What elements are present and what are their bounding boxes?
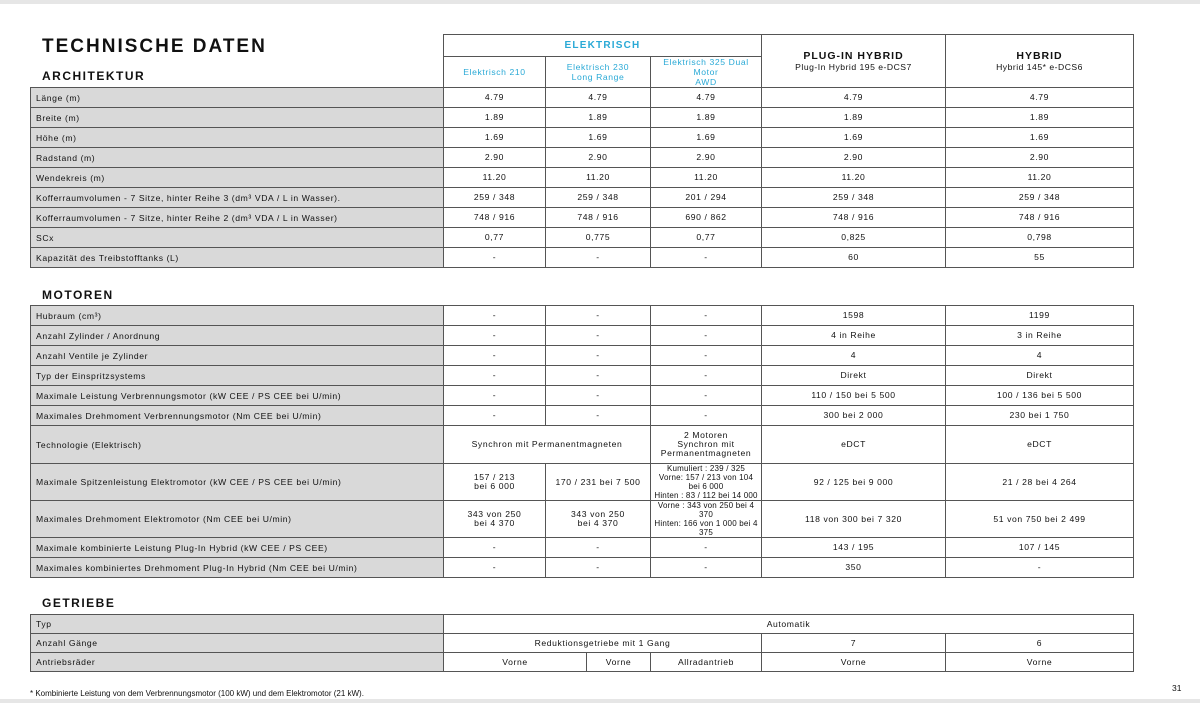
cell-value: 1598 <box>762 306 946 326</box>
header-plugin-hybrid <box>762 35 946 88</box>
cell-value: eDCT <box>946 426 1134 464</box>
cell-value: - <box>546 346 651 366</box>
cell-value: 1.69 <box>946 128 1134 148</box>
cell-value: - <box>651 326 762 346</box>
cell-value: 4.79 <box>651 88 762 108</box>
cell-value: 11.20 <box>546 168 651 188</box>
cell-value: 11.20 <box>651 168 762 188</box>
row-label: Technologie (Elektrisch) <box>31 426 444 464</box>
row-label: Antriebsräder <box>31 653 444 672</box>
row-label: SCx <box>31 228 444 248</box>
cell-value: 259 / 348 <box>946 188 1134 208</box>
row-label: Maximales Drehmoment Elektromotor (Nm CEE bei U/min) <box>31 501 444 538</box>
cell-line: bei 6 000 <box>474 481 515 491</box>
table-row <box>31 208 1134 228</box>
cell-value: - <box>651 406 762 426</box>
row-label: Maximales Drehmoment Verbrennungsmotor (Nm CEE bei U/min) <box>31 406 444 426</box>
row-label: Maximale Leistung Verbrennungsmotor (kW CEE / PS CEE bei U/min) <box>31 386 444 406</box>
cell-value: 748 / 916 <box>946 208 1134 228</box>
cell-value: 748 / 916 <box>762 208 946 228</box>
cell-value <box>651 426 762 464</box>
table-row <box>31 108 1134 128</box>
cell-value: 1.89 <box>546 108 651 128</box>
cell-value: 4.79 <box>762 88 946 108</box>
cell-value: 51 von 750 bei 2 499 <box>946 501 1134 538</box>
row-label: Typ der Einspritzsystems <box>31 366 444 386</box>
cell-value: 0,825 <box>762 228 946 248</box>
architektur-table <box>30 87 1134 268</box>
page-title: TECHNISCHE DATEN <box>42 36 267 57</box>
row-label: Maximale Spitzenleistung Elektromotor (kW CEE / PS CEE bei U/min) <box>31 464 444 501</box>
table-row <box>31 148 1134 168</box>
header-elektrisch-230-line2: Long Range <box>571 72 625 82</box>
row-label: Länge (m) <box>31 88 444 108</box>
header-hybrid <box>946 35 1134 88</box>
cell-line: 343 von 250 <box>467 509 522 519</box>
cell-value: 1.69 <box>444 128 546 148</box>
cell-value: 21 / 28 bei 4 264 <box>946 464 1134 501</box>
row-label: Radstand (m) <box>31 148 444 168</box>
cell-value: Automatik <box>444 615 1134 634</box>
header-elektrisch-325 <box>651 57 762 88</box>
cell-value: - <box>546 248 651 268</box>
cell-value: - <box>444 538 546 558</box>
cell-value: 1.69 <box>762 128 946 148</box>
cell-value: 0,77 <box>651 228 762 248</box>
cell-line: Synchron mit <box>677 439 735 449</box>
cell-value: - <box>444 366 546 386</box>
cell-value: 107 / 145 <box>946 538 1134 558</box>
table-row <box>31 306 1134 326</box>
cell-value: - <box>546 406 651 426</box>
section-title-getriebe: GETRIEBE <box>42 596 116 610</box>
table-row <box>31 386 1134 406</box>
cell-value: Vorne <box>587 653 651 672</box>
cell-line: bei 4 370 <box>474 518 515 528</box>
row-label: Typ <box>31 615 444 634</box>
cell-value: 4.79 <box>444 88 546 108</box>
cell-value: 11.20 <box>444 168 546 188</box>
cell-value: Reduktionsgetriebe mit 1 Gang <box>444 634 762 653</box>
motoren-table <box>30 305 1134 578</box>
cell-value: - <box>651 558 762 578</box>
cell-value: 4.79 <box>546 88 651 108</box>
table-row <box>31 464 1134 501</box>
cell-value: - <box>546 326 651 346</box>
table-row <box>31 426 1134 464</box>
table-row <box>31 634 1134 653</box>
cell-line: Vorne: 157 / 213 von 104 bei 6 000 <box>658 473 754 491</box>
cell-value <box>651 501 762 538</box>
cell-value: Direkt <box>762 366 946 386</box>
cell-value: - <box>444 326 546 346</box>
cell-value: 1199 <box>946 306 1134 326</box>
row-label: Hubraum (cm³) <box>31 306 444 326</box>
cell-line: bei 4 370 <box>577 518 619 528</box>
cell-value: 143 / 195 <box>762 538 946 558</box>
cell-value: 0,77 <box>444 228 546 248</box>
cell-value: 1.89 <box>444 108 546 128</box>
cell-value: - <box>444 346 546 366</box>
row-label: Breite (m) <box>31 108 444 128</box>
cell-value: Allradantrieb <box>651 653 762 672</box>
cell-value: Vorne <box>946 653 1134 672</box>
cell-value: Vorne <box>444 653 587 672</box>
cell-line: Kumuliert : 239 / 325 <box>666 464 746 473</box>
table-row <box>31 653 1134 672</box>
cell-value: - <box>651 346 762 366</box>
table-row <box>31 228 1134 248</box>
cell-value: 4 <box>762 346 946 366</box>
cell-value: 170 / 231 bei 7 500 <box>546 464 651 501</box>
cell-line: Hinten: 166 von 1 000 bei 4 375 <box>654 519 758 537</box>
cell-value: 1.89 <box>762 108 946 128</box>
cell-value: 201 / 294 <box>651 188 762 208</box>
row-label: Anzahl Gänge <box>31 634 444 653</box>
cell-value <box>651 464 762 501</box>
cell-value: 0,775 <box>546 228 651 248</box>
row-label: Anzahl Zylinder / Anordnung <box>31 326 444 346</box>
row-label: Kofferraumvolumen - 7 Sitze, hinter Reihe 3 (dm³ VDA / L in Wasser). <box>31 188 444 208</box>
table-row <box>31 366 1134 386</box>
cell-value: - <box>651 538 762 558</box>
cell-value: - <box>546 386 651 406</box>
header-hybrid-title: HYBRID <box>1016 50 1063 62</box>
row-label: Maximales kombiniertes Drehmoment Plug-In Hybrid (Nm CEE bei U/min) <box>31 558 444 578</box>
cell-value: 4 <box>946 346 1134 366</box>
cell-value: 4.79 <box>946 88 1134 108</box>
cell-value: - <box>444 406 546 426</box>
cell-value: Direkt <box>946 366 1134 386</box>
row-label: Höhe (m) <box>31 128 444 148</box>
cell-value: - <box>546 306 651 326</box>
cell-value: - <box>651 386 762 406</box>
section-title-motoren: MOTOREN <box>42 288 114 302</box>
cell-value: - <box>546 538 651 558</box>
cell-value: 60 <box>762 248 946 268</box>
cell-value: 350 <box>762 558 946 578</box>
table-row <box>31 326 1134 346</box>
cell-value: 1.69 <box>651 128 762 148</box>
header-elektrisch-210: Elektrisch 210 <box>444 57 546 88</box>
cell-line: 343 von 250 <box>571 509 625 519</box>
cell-value: 11.20 <box>946 168 1134 188</box>
cell-value: 230 bei 1 750 <box>946 406 1134 426</box>
row-label: Anzahl Ventile je Zylinder <box>31 346 444 366</box>
cell-value: 259 / 348 <box>762 188 946 208</box>
cell-value <box>444 464 546 501</box>
cell-value: Vorne <box>762 653 946 672</box>
table-row <box>31 188 1134 208</box>
cell-value: 2.90 <box>946 148 1134 168</box>
cell-value: - <box>651 248 762 268</box>
cell-value: 2.90 <box>762 148 946 168</box>
header-elektrisch-230 <box>546 57 651 88</box>
table-row <box>31 538 1134 558</box>
cell-value: 1.89 <box>946 108 1134 128</box>
cell-value: 3 in Reihe <box>946 326 1134 346</box>
cell-value: - <box>444 558 546 578</box>
cell-value: 4 in Reihe <box>762 326 946 346</box>
header-elektrisch-325-line2: AWD <box>695 77 717 87</box>
cell-value: - <box>444 248 546 268</box>
cell-value: 259 / 348 <box>546 188 651 208</box>
cell-value: 748 / 916 <box>444 208 546 228</box>
cell-value: 2.90 <box>651 148 762 168</box>
cell-line: Hinten : 83 / 112 bei 14 000 <box>654 491 758 500</box>
header-elektrisch: ELEKTRISCH <box>444 35 762 57</box>
table-row <box>31 558 1134 578</box>
table-row <box>31 346 1134 366</box>
getriebe-table <box>30 614 1134 672</box>
cell-value: - <box>546 558 651 578</box>
row-label: Wendekreis (m) <box>31 168 444 188</box>
cell-value: 100 / 136 bei 5 500 <box>946 386 1134 406</box>
cell-value: 92 / 125 bei 9 000 <box>762 464 946 501</box>
bottom-border <box>0 699 1200 703</box>
header-elektrisch-230-line1: Elektrisch 230 <box>566 62 630 72</box>
table-row <box>31 88 1134 108</box>
footnote: * Kombinierte Leistung von dem Verbrennungsmotor (100 kW) und dem Elektromotor (21 kW). <box>30 689 364 698</box>
cell-value: 110 / 150 bei 5 500 <box>762 386 946 406</box>
header-elektrisch-325-line1: Elektrisch 325 Dual Motor <box>663 57 749 77</box>
cell-line: 2 Motoren <box>683 430 729 440</box>
table-row <box>31 128 1134 148</box>
cell-value: 259 / 348 <box>444 188 546 208</box>
page-number: 31 <box>1172 683 1182 693</box>
cell-value: Synchron mit Permanentmagneten <box>444 426 651 464</box>
cell-value <box>546 501 651 538</box>
row-label: Maximale kombinierte Leistung Plug-In Hybrid (kW CEE / PS CEE) <box>31 538 444 558</box>
cell-value: eDCT <box>762 426 946 464</box>
cell-value: - <box>946 558 1134 578</box>
cell-line: Vorne : 343 von 250 bei 4 370 <box>657 501 755 519</box>
cell-value: 690 / 862 <box>651 208 762 228</box>
table-row <box>31 168 1134 188</box>
cell-value: - <box>444 386 546 406</box>
cell-value: 118 von 300 bei 7 320 <box>762 501 946 538</box>
cell-value: - <box>546 366 651 386</box>
cell-value: - <box>651 366 762 386</box>
table-row <box>31 406 1134 426</box>
column-header <box>443 34 1134 88</box>
table-row <box>31 615 1134 634</box>
cell-value: 55 <box>946 248 1134 268</box>
cell-value: 7 <box>762 634 946 653</box>
cell-value: - <box>651 306 762 326</box>
row-label: Kapazität des Treibstofftanks (L) <box>31 248 444 268</box>
header-plugin-sub: Plug-In Hybrid 195 e-DCS7 <box>795 62 912 72</box>
cell-value: 2.90 <box>444 148 546 168</box>
cell-value: 0,798 <box>946 228 1134 248</box>
header-plugin-title: PLUG-IN HYBRID <box>803 50 904 62</box>
cell-value: 1.69 <box>546 128 651 148</box>
cell-value: 300 bei 2 000 <box>762 406 946 426</box>
header-hybrid-sub: Hybrid 145* e-DCS6 <box>996 62 1083 72</box>
cell-line: 157 / 213 <box>473 472 516 482</box>
cell-value: 6 <box>946 634 1134 653</box>
table-row <box>31 501 1134 538</box>
cell-value: 11.20 <box>762 168 946 188</box>
cell-value: 2.90 <box>546 148 651 168</box>
cell-value: 1.89 <box>651 108 762 128</box>
section-title-architektur: ARCHITEKTUR <box>42 69 146 83</box>
table-row <box>31 248 1134 268</box>
cell-value: 748 / 916 <box>546 208 651 228</box>
row-label: Kofferraumvolumen - 7 Sitze, hinter Reihe 2 (dm³ VDA / L in Wasser) <box>31 208 444 228</box>
cell-value <box>444 501 546 538</box>
top-border <box>0 0 1200 4</box>
cell-line: Permanentmagneten <box>660 448 752 458</box>
cell-value: - <box>444 306 546 326</box>
